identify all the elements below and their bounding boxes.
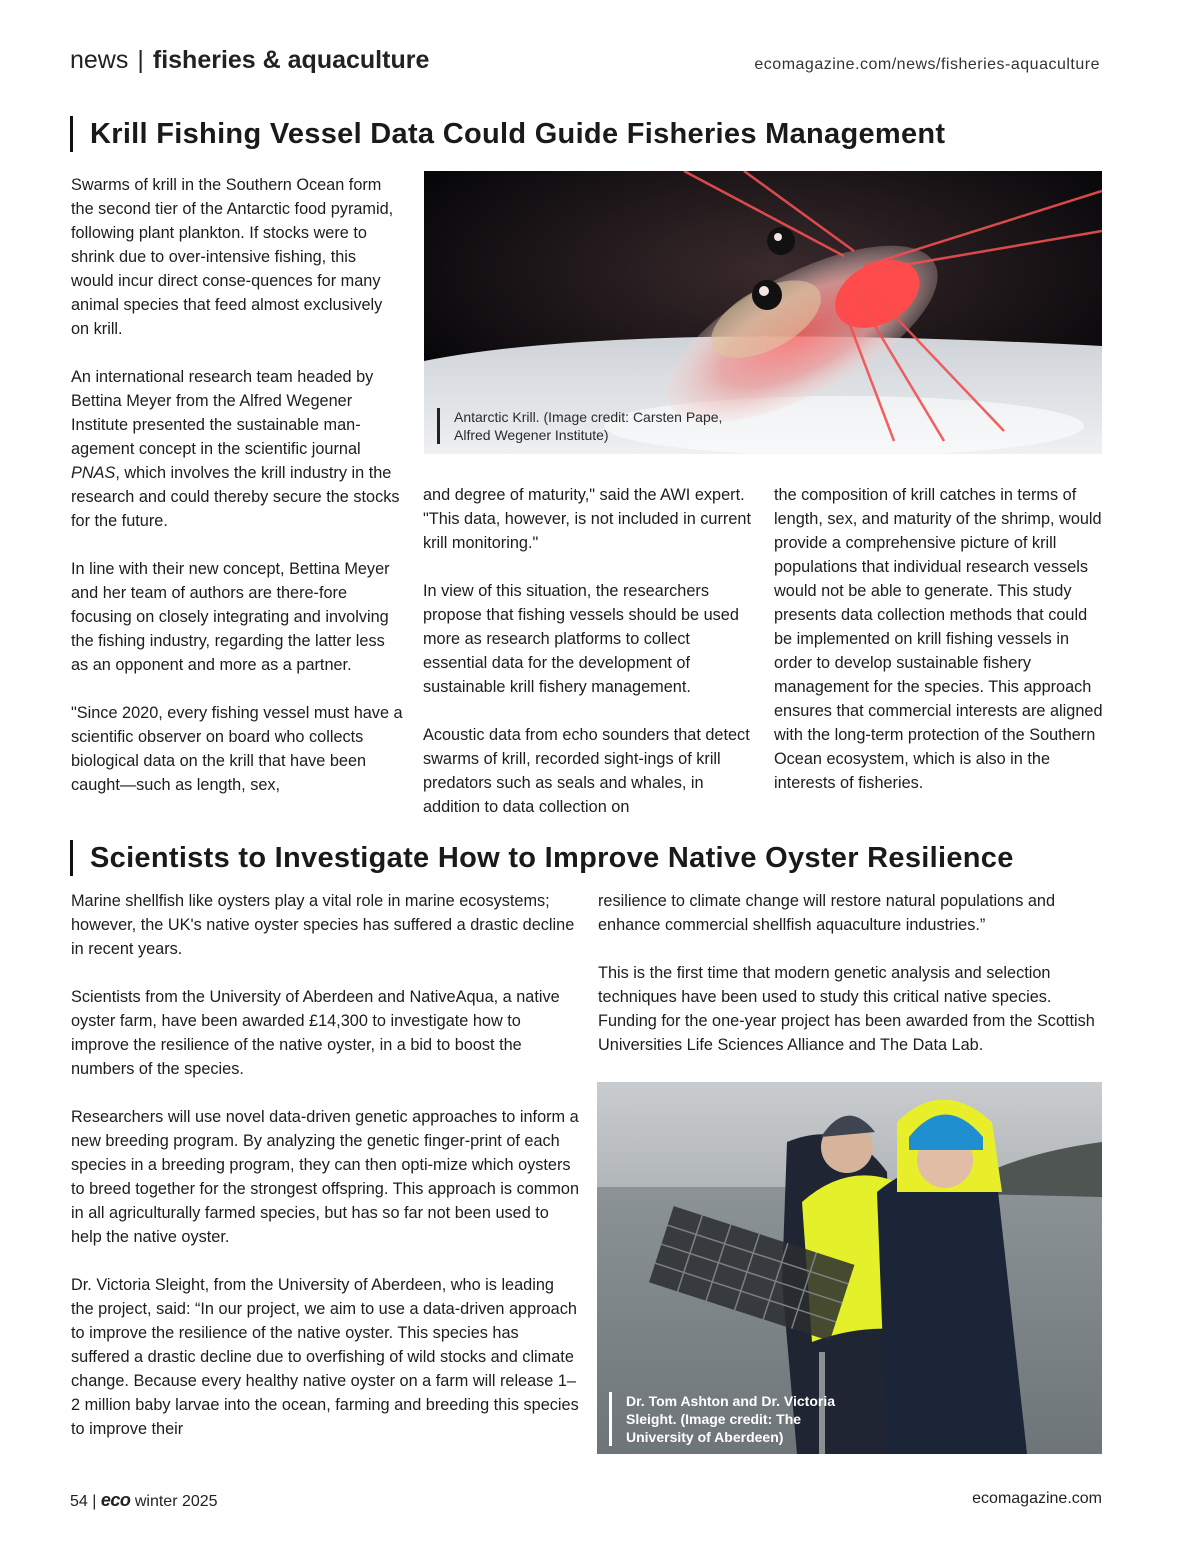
- section-header: [70, 46, 429, 75]
- paragraph: In view of this situation, the researchers propose that fishing vessels should be used more as research platforms to collect essential data for the development of sustainable krill fishery management.: [423, 582, 739, 696]
- article1-column-3: [774, 483, 1106, 795]
- paragraph: This is the first time that modern genetic analysis and selection techniques have been used to study this critical native species. Funding for the one-year project has been awarded from the Scottish Universities Life Sciences Alliance and The Data Lab.: [598, 964, 1095, 1054]
- header-url: ecomagazine.com/news/fisheries-aquaculture: [754, 56, 1100, 73]
- footer-separator: |: [92, 1493, 97, 1510]
- header-separator: |: [137, 46, 144, 74]
- article2-column-2: [598, 889, 1103, 1057]
- article2-headline: Scientists to Investigate How to Improve Native Oyster Resilience: [70, 840, 1014, 876]
- article1-column-1: [71, 173, 403, 797]
- paragraph: Swarms of krill in the Southern Ocean form the second tier of the Antarctic food pyramid, following plant plankton. If stocks were to shrink due to over-intensive fishing, this would incur direct conse-quences for many animal species that feed almost exclusively on krill.: [71, 176, 394, 338]
- section-label: news: [70, 46, 129, 74]
- category-label: fisheries & aquaculture: [152, 46, 430, 74]
- paragraph: and degree of maturity," said the AWI expert. "This data, however, is not included in current krill monitoring.": [423, 486, 751, 552]
- paragraph: Acoustic data from echo sounders that detect swarms of krill, recorded sight-ings of krill predators such as seals and whales, in addition to data collection on: [423, 726, 750, 816]
- article1-headline: Krill Fishing Vessel Data Could Guide Fisheries Management: [70, 116, 945, 152]
- paragraph: resilience to climate change will restore natural populations and enhance commercial shellfish aquaculture industries.”: [598, 892, 1056, 934]
- paragraph: An international research team headed by Bettina Meyer from the Alfred Wegener Institute presented the sustainable man-agement concept in the scientific journal PNAS, which involves the krill industry in the research and could thereby secure the stocks for the future.: [71, 368, 400, 530]
- paragraph: Marine shellfish like oysters play a vital role in marine ecosystems; however, the UK's native oyster species has suffered a drastic decline in recent years.: [71, 892, 575, 958]
- paragraph: Scientists from the University of Aberdeen and NativeAqua, a native oyster farm, have been awarded £14,300 to investigate how to improve the resilience of the native oyster, in a bid to boost the numbers of the species.: [71, 988, 560, 1078]
- paragraph: In line with their new concept, Bettina Meyer and her team of authors are there-fore focusing on closely integrating and involving the fishing industry, regarding the latter less as an opponent and more as a partner.: [71, 560, 390, 674]
- krill-photo-caption: Antarctic Krill. (Image credit: Carsten Pape, Alfred Wegener Institute): [437, 408, 724, 444]
- issue-label: winter 2025: [134, 1493, 218, 1510]
- article1-column-2: [423, 483, 753, 819]
- footer-left: [70, 1490, 218, 1511]
- paragraph: "Since 2020, every fishing vessel must have a scientific observer on board who collects biological data on the krill that have been caught—such as length, sex,: [71, 704, 403, 794]
- researchers-photo-caption: Dr. Tom Ashton and Dr. Victoria Sleight. (Image credit: The University of Aberdeen): [609, 1392, 856, 1446]
- paragraph: the composition of krill catches in terms of length, sex, and maturity of the shrimp, would provide a comprehensive picture of krill populations that individual research vessels would not be able to generate. This study presents data collection methods that could be implemented on krill fishing vessels in order to develop sustainable fishery management for the species. This approach ensures that commercial interests are aligned with the long-term protection of the Southern Ocean ecosystem, which is also in the interests of fisheries.: [774, 486, 1103, 792]
- footer-site: ecomagazine.com: [972, 1490, 1102, 1507]
- article2-column-1: [71, 889, 581, 1441]
- paragraph: Researchers will use novel data-driven genetic approaches to inform a new breeding program. By analyzing the genetic finger-print of each species in a breeding program, they can then opti-mize which oysters to breed together for the strongest offspring. This approach is common in all agriculturally farmed species, but has so far not been used to help the native oyster.: [71, 1108, 580, 1246]
- eco-logo: eco: [100, 1490, 131, 1510]
- page-number: 54: [70, 1493, 88, 1510]
- paragraph: Dr. Victoria Sleight, from the University of Aberdeen, who is leading the project, said: “In our project, we aim to use a data-driven approach to improve the resilience of the native oyster. This species has suffered a drastic decline due to overfishing of wild stocks and climate change. Because every healthy native oyster on a farm will release 1–2 million baby larvae into the ocean, farming and breeding this species to improve their: [71, 1276, 579, 1438]
- journal-name: PNAS: [71, 464, 116, 482]
